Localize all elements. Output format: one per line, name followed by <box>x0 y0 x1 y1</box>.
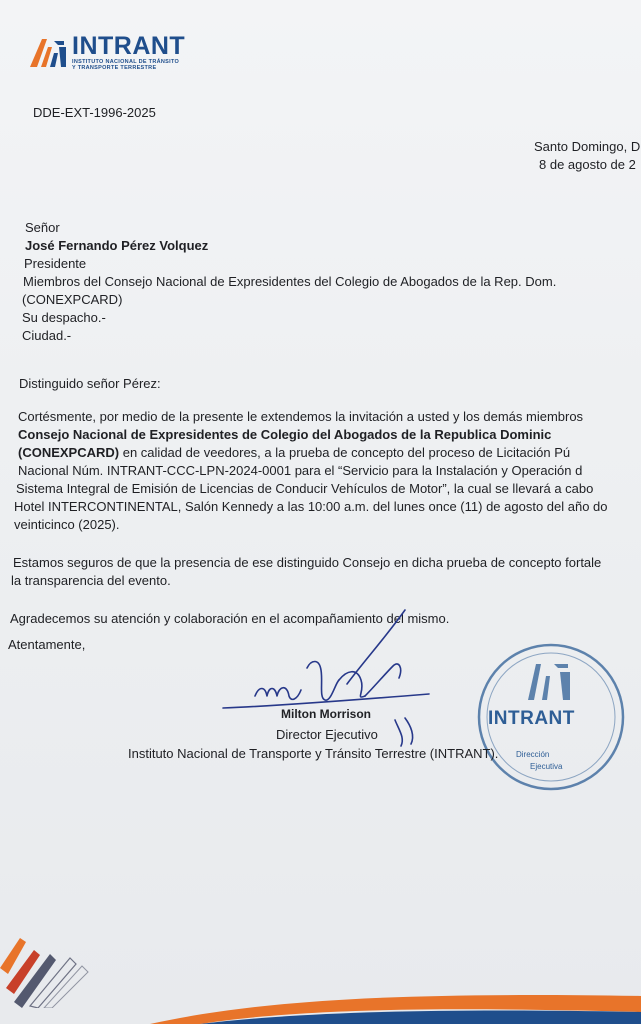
intrant-logo-icon <box>28 33 68 69</box>
body-paragraph-1-line-7: veinticinco (2025). <box>14 517 120 532</box>
letterhead-subtitle-line1: INSTITUTO NACIONAL DE TRÁNSITO <box>72 59 180 65</box>
body-paragraph-1-line-5: Sistema Integral de Emisión de Licencias de Conducir Vehículos de Motor”, la cual se llevará a cabo <box>16 481 594 496</box>
acronym-bold: (CONEXPCARD) <box>18 445 120 460</box>
body-paragraph-1-line-1: Cortésmente, por medio de la presente le extendemos la invitación a usted y los demás miembros <box>18 409 584 424</box>
stamp-line-2: Ejecutiva <box>530 762 563 771</box>
body-paragraph-1-line-3 <box>18 444 641 462</box>
addressee-acronym: (CONEXPCARD) <box>22 292 123 307</box>
line-3-rest: en calidad de veedores, a la prueba de concepto del proceso de Licitación Pú <box>119 445 571 460</box>
body-paragraph-2-line-1: Estamos seguros de que la presencia de ese distinguido Consejo en dicha prueba de concepto fortale <box>13 555 602 570</box>
stamp-line-1: Dirección <box>516 750 550 759</box>
letterhead-subtitle-line2: Y TRANSPORTE TERRESTRE <box>72 65 157 71</box>
body-paragraph-2-line-2: la transparencia del evento. <box>11 573 171 588</box>
addressee-position: Presidente <box>24 256 87 271</box>
body-paragraph-1-line-6: Hotel INTERCONTINENTAL, Salón Kennedy a las 10:00 a.m. del lunes once (11) de agosto del año do <box>14 499 608 514</box>
place: Santo Domingo, D <box>534 139 641 154</box>
addressee-salutation-title: Señor <box>25 220 60 235</box>
body-paragraph-1-line-4: Nacional Núm. INTRANT-CCC-LPN-2024-0001 para el “Servicio para la Instalación y Operación d <box>18 463 583 478</box>
stamp-brand: INTRANT <box>488 708 575 729</box>
date: 8 de agosto de 2 <box>539 157 636 172</box>
body-paragraph-1-line-2: Consejo Nacional de Expresidentes de Colegio del Abogados de la Republica Dominic <box>18 427 552 442</box>
signatory-name: Milton Morrison <box>281 707 371 721</box>
body-paragraph-3: Agradecemos su atención y colaboración en el acompañamiento del mismo. <box>10 611 450 626</box>
addressee-name: José Fernando Pérez Volquez <box>25 238 209 253</box>
addressee-city: Ciudad.- <box>22 328 72 343</box>
signatory-institution: Instituto Nacional de Transporte y Tránsito Terrestre (INTRANT). <box>128 746 499 761</box>
reference-number: DDE-EXT-1996-2025 <box>33 105 156 120</box>
letterhead-subtitle <box>72 59 179 71</box>
greeting: Distinguido señor Pérez: <box>19 376 161 391</box>
addressee-organization: Miembros del Consejo Nacional de Expresidentes del Colegio de Abogados de la Rep. Dom. <box>23 274 557 289</box>
addressee-office: Su despacho.- <box>22 310 106 325</box>
closing: Atentamente, <box>8 637 86 652</box>
footer-swoosh <box>0 990 641 1024</box>
signatory-title: Director Ejecutivo <box>276 727 378 742</box>
letterhead-brand: INTRANT <box>72 32 186 60</box>
